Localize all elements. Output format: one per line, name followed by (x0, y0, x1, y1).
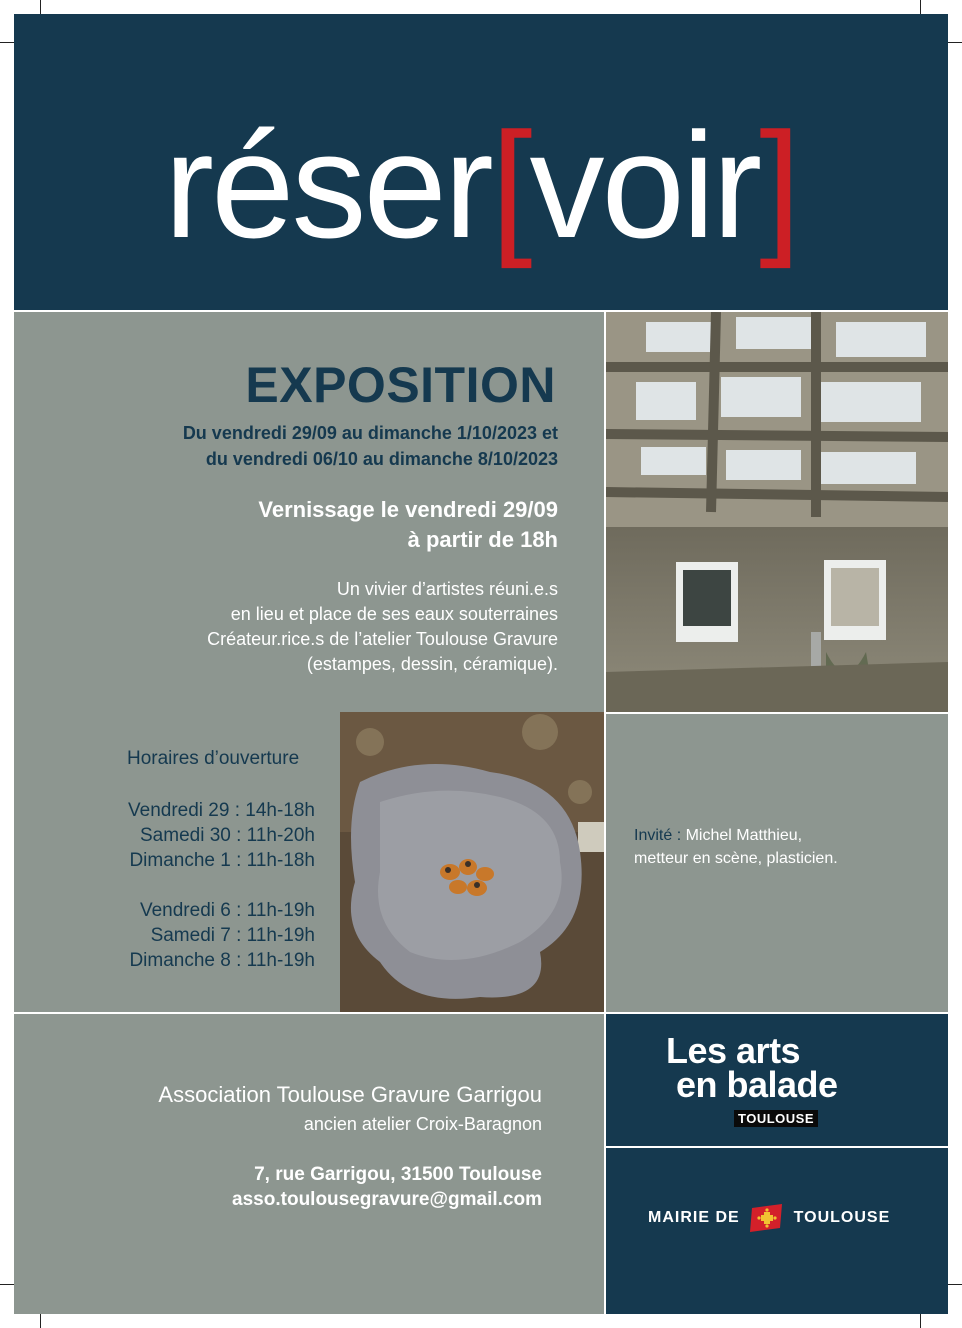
mairie-logo-panel (606, 1148, 948, 1314)
exhibition-description (207, 577, 558, 677)
hours-line: Dimanche 1 : 11h-18h (129, 850, 315, 871)
hours-line: Vendredi 6 : 11h-19h (139, 900, 315, 921)
date-line: Du vendredi 29/09 au dimanche 1/10/2023 et (182, 423, 558, 443)
hours-line: Vendredi 29 : 14h-18h (128, 800, 315, 821)
logo-line: en balade (676, 1064, 838, 1105)
hours-line: Dimanche 8 : 11h-19h (129, 950, 315, 971)
description-line: Un vivier d’artistes réuni.e.s (336, 579, 558, 599)
description-line: en lieu et place de ses eaux souterraines (230, 604, 558, 624)
guest-name: Michel Matthieu, (685, 827, 803, 844)
description-line: (estampes, dessin, céramique). (306, 654, 558, 674)
date-line: du vendredi 06/10 au dimanche 8/10/2023 (205, 449, 558, 469)
title-bracket-close: ] (759, 101, 798, 269)
ceramic-installation-photo (340, 712, 604, 1012)
mairie-right-text: TOULOUSE (793, 1209, 891, 1226)
association-panel (14, 1014, 604, 1314)
occitan-cross-flag-icon (750, 1204, 784, 1232)
association-address: 7, rue Garrigou, 31500 Toulouse (254, 1164, 542, 1185)
exhibition-heading: EXPOSITION (245, 357, 556, 413)
arts-en-balade-logo (666, 1030, 838, 1105)
logo-line: Les arts (666, 1030, 801, 1071)
reservoir-photo (606, 312, 948, 712)
arts-en-balade-logo-panel (606, 1014, 948, 1146)
title-part: réser (164, 101, 491, 269)
opening-hours-week2 (129, 898, 315, 973)
arts-en-balade-city: TOULOUSE (734, 1110, 818, 1127)
title-bracket-open: [ (490, 101, 530, 269)
poster-title (14, 101, 948, 269)
opening-hours-week1 (128, 798, 315, 873)
association-name: Association Toulouse Gravure Garrigou (158, 1082, 542, 1107)
mairie-left-text: MAIRIE DE (648, 1209, 740, 1226)
header-panel (14, 14, 948, 310)
vernissage-line: à partir de 18h (407, 527, 558, 552)
guest-label: Invité : (634, 827, 682, 844)
exhibition-dates (183, 420, 558, 472)
vernissage-line: Vernissage le vendredi 29/09 (258, 497, 558, 522)
opening-hours-title: Horaires d’ouverture (127, 748, 300, 769)
hours-line: Samedi 30 : 11h-20h (140, 825, 315, 846)
association-subtitle: ancien atelier Croix-Baragnon (303, 1114, 542, 1134)
guest-info (634, 824, 838, 870)
title-part: voir (529, 101, 760, 269)
guest-panel (606, 714, 948, 1012)
description-line: Créateur.rice.s de l’atelier Toulouse Gravure (207, 629, 558, 649)
hours-line: Samedi 7 : 11h-19h (150, 925, 315, 946)
mairie-de-toulouse-logo (648, 1204, 890, 1232)
association-email: asso.toulousegravure@gmail.com (232, 1189, 542, 1210)
guest-role: metteur en scène, plasticien. (634, 850, 838, 867)
association-contact (232, 1162, 542, 1212)
vernissage-info (258, 495, 558, 555)
